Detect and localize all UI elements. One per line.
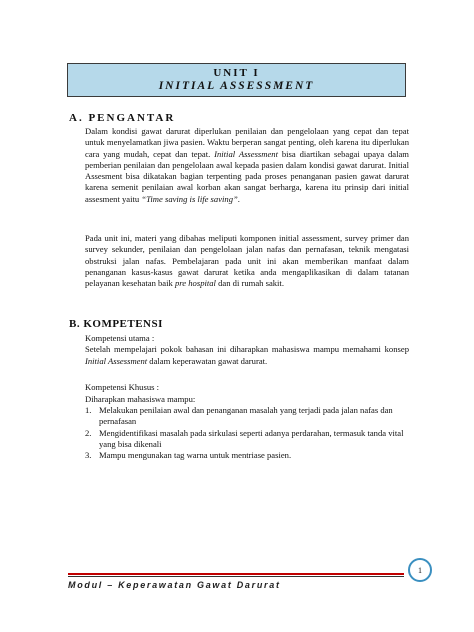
section-heading-pengantar: A. PENGANTAR bbox=[69, 112, 176, 124]
footer-divider-dark bbox=[68, 576, 404, 577]
list-text: Mampu mengunakan tag warna untuk mentriase pasien. bbox=[99, 450, 292, 461]
unit-title: INITIAL ASSESSMENT bbox=[158, 80, 315, 92]
kompetensi-khusus-list bbox=[85, 405, 415, 461]
list-number: 2. bbox=[85, 427, 92, 438]
list-text: Melakukan penilaian awal dan penanganan masalah yang terjadi pada jalan nafas dan pernafasan bbox=[99, 405, 393, 427]
quote-italic: “Time saving is life saving” bbox=[141, 193, 238, 204]
section-heading-kompetensi: B. KOMPETENSI bbox=[69, 318, 163, 330]
list-item bbox=[85, 405, 415, 428]
kompetensi-utama-label: Kompetensi utama : bbox=[85, 333, 155, 343]
text-span: dan di rumah sakit. bbox=[215, 278, 284, 289]
list-item bbox=[85, 428, 415, 451]
text-span: bisa diartikan sebagai upaya dalam pemberian penilaian dan pengelolaan awal kepada pasien dalam kondisi gawat darurat. Initial Assesment bisa dikatakan bagian terpenting pada proses penanganan pasien gawat darurat karena semenit penilaian awal korban akan sangat berharga, karena itu prinsip dari initial assesment yaitu bbox=[85, 148, 409, 204]
list-number: 3. bbox=[85, 450, 92, 461]
text-italic: pre hospital bbox=[174, 278, 216, 289]
pengantar-paragraph-1 bbox=[85, 126, 409, 205]
text-italic: Initial Assessment bbox=[214, 148, 278, 159]
kompetensi-khusus-intro: Diharapkan mahasiswa mampu: bbox=[85, 394, 196, 404]
list-item bbox=[85, 450, 415, 461]
unit-header-box bbox=[67, 63, 406, 97]
kompetensi-utama-text bbox=[85, 344, 409, 367]
kompetensi-utama-block bbox=[85, 333, 409, 367]
page-number: 1 bbox=[418, 565, 422, 575]
text-span: Setelah mempelajari pokok bahasan ini diharapkan mahasiswa mampu memahami konsep bbox=[85, 344, 409, 355]
text-span: Dalam kondisi gawat darurat diperlukan penilaian dan pengelolaan yang cepat dan tepat untuk menyelamatkan jiwa pasien. Waktu berperan sangat penting, oleh karena itu diperlukan cara yang mudah, cepat dan tepat. bbox=[85, 126, 409, 159]
kompetensi-khusus-label: Kompetensi Khusus : bbox=[85, 382, 159, 392]
pengantar-paragraph-2 bbox=[85, 233, 409, 289]
list-number: 1. bbox=[85, 405, 92, 415]
text-span: dalam keperawatan gawat darurat. bbox=[147, 355, 268, 366]
page-number-badge bbox=[408, 558, 432, 582]
unit-label: UNIT I bbox=[213, 67, 260, 79]
text-span: . bbox=[237, 193, 240, 204]
list-text: Mengidentifikasi masalah pada sirkulasi seperti adanya perdarahan, termasuk tanda vital yang bisa dikenali bbox=[99, 427, 404, 449]
footer-divider-red bbox=[68, 573, 404, 575]
footer-module-title: Modul – Keperawatan Gawat Darurat bbox=[68, 580, 281, 590]
text-italic: Initial Assessment bbox=[85, 355, 148, 366]
text-span: Pada unit ini, materi yang dibahas meliputi komponen initial assessment, survey primer dan survey sekunder, penilaian dan pengelolaan jalan nafas dan pernafasan, teknik mengatasi obstruksi jalan nafas. Pembelajaran pada unit ini akan memberikan manfaat dalam penanganan kasus-kasus gawat darurat ketika anda mengaplikasikan di dalam tatanan pelayanan kesehatan baik bbox=[85, 233, 409, 289]
